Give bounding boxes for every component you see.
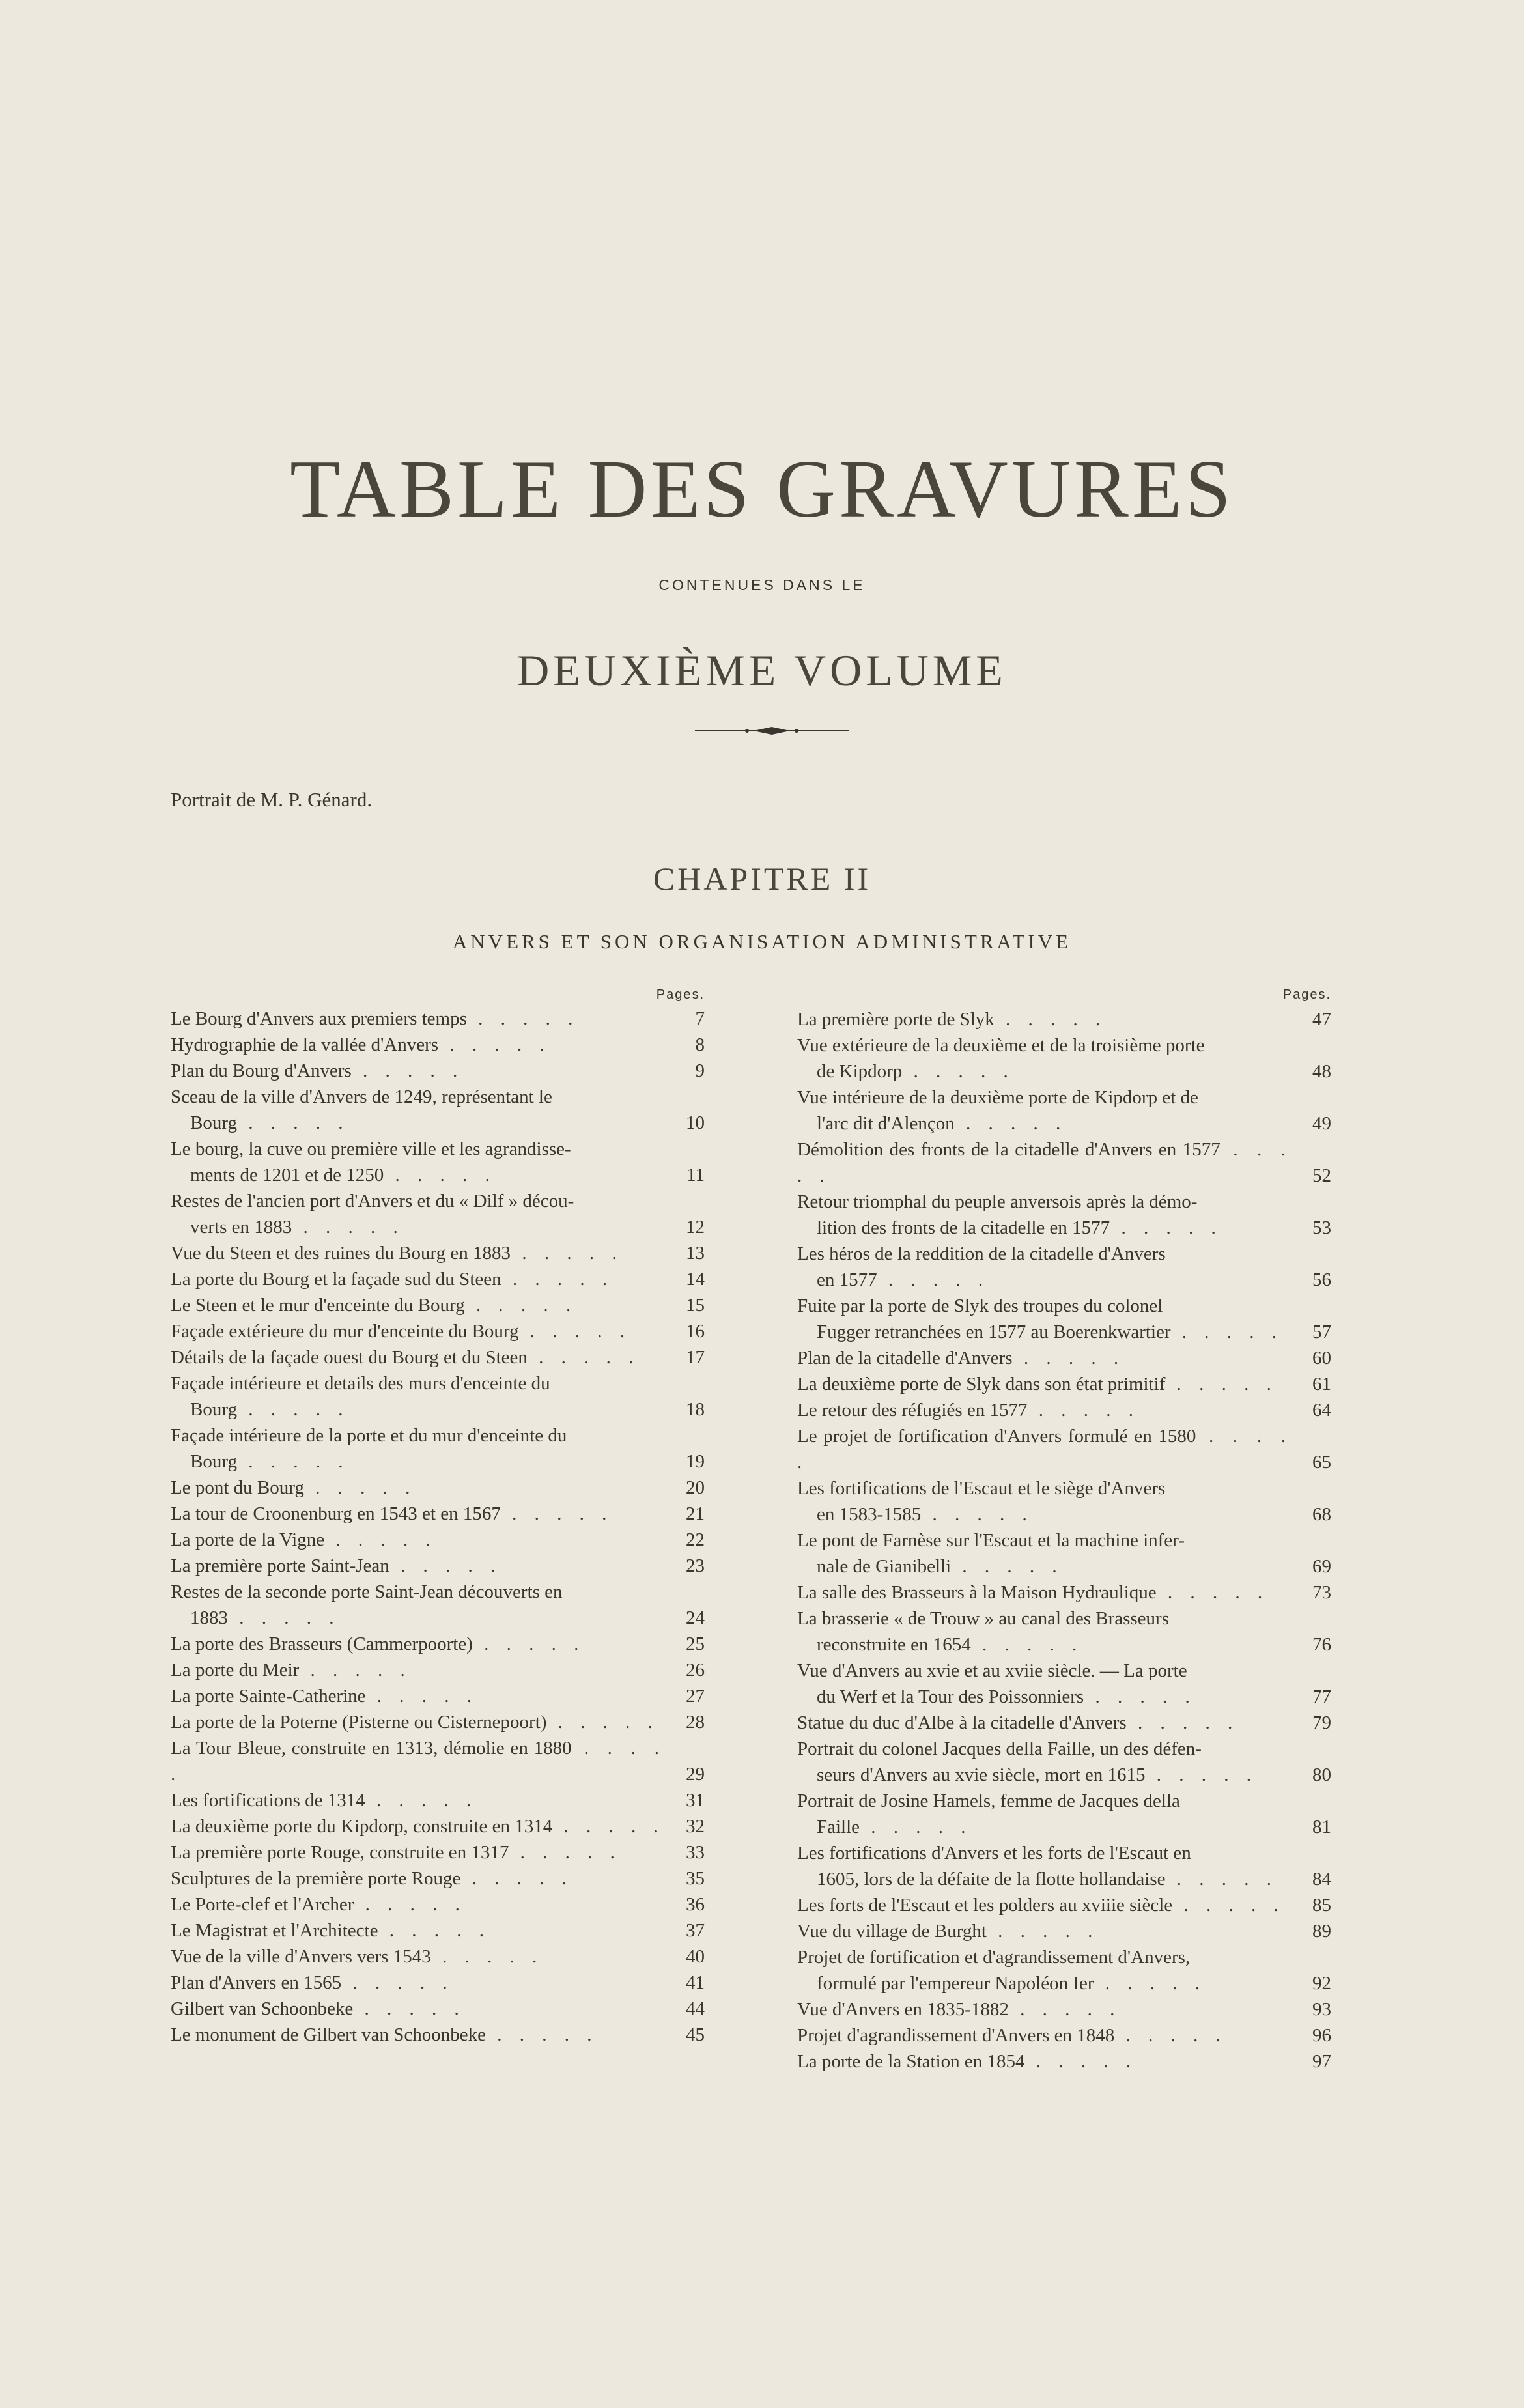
- right-entry: [797, 1944, 1331, 1996]
- entry-page-number: 16: [686, 1321, 705, 1342]
- right-entry: [797, 1606, 1331, 1658]
- right-entry: [797, 1527, 1331, 1579]
- chapter-title: CHAPITRE II: [653, 860, 871, 897]
- entry-title-line: La brasserie « de Trouw » au canal des Brasseurs: [797, 1608, 1169, 1629]
- entry-page-number: 26: [686, 1660, 705, 1680]
- entry-title-line: La salle des Brasseurs à la Maison Hydraulique . . . . .: [797, 1582, 1269, 1603]
- right-entry: [797, 1006, 1331, 1032]
- pages-label-right: Pages.: [1282, 987, 1331, 1002]
- entry-title-line: seurs d'Anvers au xvie siècle, mort en 1615 . . . . .: [817, 1764, 1258, 1785]
- right-entry: [797, 1892, 1331, 1918]
- entry-title-line: Vue extérieure de la deuxième et de la troisième porte: [797, 1035, 1205, 1056]
- left-entry-list: [171, 1006, 705, 2048]
- entry-title-line: Sceau de la ville d'Anvers de 1249, représentant le: [171, 1086, 552, 1107]
- entry-title-line: Le Porte-clef et l'Archer . . . . .: [171, 1894, 466, 1915]
- entry-title-line: La porte de la Station en 1854 . . . . .: [797, 2051, 1138, 2072]
- left-entry: [171, 1787, 705, 1813]
- entry-title-line: Les fortifications de l'Escaut et le siège d'Anvers: [797, 1478, 1166, 1499]
- entry-page-number: 37: [686, 1920, 705, 1941]
- entry-title-line: Projet de fortification et d'agrandissement d'Anvers,: [797, 1947, 1191, 1968]
- entry-title-line: Vue du village de Burght . . . . .: [797, 1921, 1099, 1942]
- entry-title-line: La porte du Bourg et la façade sud du Steen . . . . .: [171, 1269, 614, 1290]
- entry-page-number: 53: [1312, 1217, 1331, 1238]
- entry-title-line: Plan d'Anvers en 1565 . . . . .: [171, 1972, 454, 1993]
- entry-page-number: 49: [1312, 1113, 1331, 1134]
- right-entry: [797, 1788, 1331, 1840]
- entry-page-number: 64: [1312, 1400, 1331, 1421]
- left-entry: [171, 1891, 705, 1918]
- left-column: [171, 984, 705, 2048]
- left-entry: [171, 1839, 705, 1865]
- right-entry: [797, 1293, 1331, 1345]
- portrait-caption: Portrait de M. P. Génard.: [171, 788, 373, 811]
- entry-title-line: Façade intérieure de la porte et du mur d'enceinte du: [171, 1425, 567, 1446]
- left-entry: [171, 1292, 705, 1318]
- entry-title-line: La porte de la Poterne (Pisterne ou Cisternepoort) . . . . .: [171, 1712, 659, 1733]
- entry-title-line: Vue d'Anvers en 1835-1882 . . . . .: [797, 1999, 1122, 2020]
- left-entry: [171, 1631, 705, 1657]
- right-entry: [797, 1137, 1331, 1189]
- entry-title-line: Façade extérieure du mur d'enceinte du Bourg . . . . .: [171, 1321, 632, 1342]
- left-entry: [171, 1084, 705, 1136]
- entry-page-number: 18: [686, 1399, 705, 1420]
- entry-title-line: Restes de l'ancien port d'Anvers et du « Dilf » décou-: [171, 1191, 574, 1211]
- entry-title-line: Le retour des réfugiés en 1577 . . . . .: [797, 1400, 1140, 1421]
- left-entry: [171, 1944, 705, 1970]
- subtitle: CONTENUES DANS LE: [658, 576, 866, 593]
- entry-title-line: du Werf et la Tour des Poissonniers . . . . .: [817, 1686, 1196, 1707]
- left-entry: [171, 1370, 705, 1423]
- left-entry: [171, 1918, 705, 1944]
- entry-title-line: reconstruite en 1654 . . . . .: [817, 1634, 1084, 1655]
- page-title: TABLE DES GRAVURES: [290, 444, 1234, 535]
- right-entry: [797, 1084, 1331, 1137]
- entry-page-number: 79: [1312, 1712, 1331, 1733]
- entry-page-number: 22: [686, 1529, 705, 1550]
- entry-page-number: 52: [1312, 1165, 1331, 1186]
- entry-title-line: La porte du Meir . . . . .: [171, 1660, 412, 1680]
- left-entry: [171, 1501, 705, 1527]
- entry-title-line: La première porte de Slyk . . . . .: [797, 1009, 1107, 1030]
- right-entry: [797, 1840, 1331, 1892]
- left-entry: [171, 1527, 705, 1553]
- entry-title-line: Restes de la seconde porte Saint-Jean découverts en: [171, 1581, 563, 1602]
- entry-page-number: 41: [686, 1972, 705, 1993]
- entry-page-number: 48: [1312, 1061, 1331, 1082]
- entry-title-line: en 1583-1585 . . . . .: [817, 1504, 1034, 1525]
- entry-title-line: l'arc dit d'Alençon . . . . .: [817, 1113, 1067, 1134]
- section-title: ANVERS ET SON ORGANISATION ADMINISTRATIVE: [452, 930, 1072, 953]
- entry-title-line: Le monument de Gilbert van Schoonbeke . . . . .: [171, 2024, 599, 2045]
- entry-title-line: Vue intérieure de la deuxième porte de Kipdorp et de: [797, 1087, 1198, 1108]
- right-entry: [797, 1032, 1331, 1084]
- entry-title-line: La tour de Croonenburg en 1543 et en 1567 . . . . .: [171, 1503, 614, 1524]
- entry-title-line: Plan de la citadelle d'Anvers . . . . .: [797, 1348, 1125, 1368]
- right-entry: [797, 1423, 1331, 1475]
- entry-title-line: Le Magistrat et l'Architecte . . . . .: [171, 1920, 490, 1941]
- entry-title-line: Gilbert van Schoonbeke . . . . .: [171, 1998, 466, 2019]
- ornament-divider: [694, 723, 850, 739]
- left-entry: [171, 1318, 705, 1344]
- entry-page-number: 92: [1312, 1973, 1331, 1994]
- entry-page-number: 81: [1312, 1817, 1331, 1837]
- entry-title-line: Le bourg, la cuve ou première ville et les agrandisse-: [171, 1139, 571, 1159]
- entry-title-line: Les fortifications de 1314 . . . . .: [171, 1790, 478, 1811]
- entry-page-number: 96: [1312, 2025, 1331, 2046]
- entry-title-line: de Kipdorp . . . . .: [817, 1061, 1015, 1082]
- entry-title-line: La porte des Brasseurs (Cammerpoorte) . . . . .: [171, 1634, 586, 1654]
- left-entry: [171, 1996, 705, 2022]
- right-entry: [797, 1658, 1331, 1710]
- entry-title-line: Vue de la ville d'Anvers vers 1543 . . . . .: [171, 1946, 544, 1967]
- entry-title-line: en 1577 . . . . .: [817, 1269, 990, 1290]
- entry-page-number: 85: [1312, 1895, 1331, 1916]
- right-entry: [797, 1345, 1331, 1371]
- entry-page-number: 31: [686, 1790, 705, 1811]
- entry-title-line: Sculptures de la première porte Rouge . . . . .: [171, 1868, 573, 1889]
- left-entry: [171, 1058, 705, 1084]
- right-entry: [797, 2022, 1331, 2048]
- entry-page-number: 47: [1312, 1009, 1331, 1030]
- entry-page-number: 97: [1312, 2051, 1331, 2072]
- entry-title-line: Démolition des fronts de la citadelle d'Anvers en 1577 . . . . .: [797, 1139, 1292, 1186]
- entry-page-number: 19: [686, 1451, 705, 1472]
- entry-title-line: Les héros de la reddition de la citadelle d'Anvers: [797, 1243, 1166, 1264]
- entry-title-line: La deuxième porte du Kipdorp, construite en 1314 . . . . .: [171, 1816, 665, 1837]
- entry-title-line: Portrait du colonel Jacques della Faille, un des défen-: [797, 1738, 1202, 1759]
- right-entry: [797, 1397, 1331, 1423]
- right-entry: [797, 1736, 1331, 1788]
- entry-title-line: Portrait de Josine Hamels, femme de Jacques della: [797, 1791, 1180, 1811]
- entry-page-number: 20: [686, 1477, 705, 1498]
- left-entry: [171, 1266, 705, 1292]
- entry-title-line: Vue du Steen et des ruines du Bourg en 1883 . . . . .: [171, 1243, 623, 1264]
- entry-title-line: Fuite par la porte de Slyk des troupes du colonel: [797, 1296, 1163, 1316]
- entry-page-number: 57: [1312, 1322, 1331, 1342]
- entry-title-line: Les fortifications d'Anvers et les forts de l'Escaut en: [797, 1843, 1191, 1863]
- entry-title-line: verts en 1883 . . . . .: [190, 1217, 404, 1238]
- entry-title-line: Faille . . . . .: [817, 1817, 972, 1837]
- entry-title-line: La porte de la Vigne . . . . .: [171, 1529, 437, 1550]
- left-entry: [171, 1553, 705, 1579]
- entry-page-number: 56: [1312, 1269, 1331, 1290]
- entry-title-line: Détails de la façade ouest du Bourg et du Steen . . . . .: [171, 1347, 640, 1368]
- entry-page-number: 68: [1312, 1504, 1331, 1525]
- left-entry: [171, 1735, 705, 1787]
- entry-title-line: Hydrographie de la vallée d'Anvers . . . . .: [171, 1034, 551, 1055]
- right-entry: [797, 1371, 1331, 1397]
- entry-page-number: 40: [686, 1946, 705, 1967]
- right-entry: [797, 1996, 1331, 2022]
- entry-page-number: 93: [1312, 1999, 1331, 2020]
- entry-page-number: 11: [686, 1165, 705, 1185]
- entry-title-line: Les forts de l'Escaut et les polders au xviiie siècle . . . . .: [797, 1895, 1285, 1916]
- left-entry: [171, 1240, 705, 1266]
- entry-title-line: formulé par l'empereur Napoléon Ier . . . . .: [817, 1973, 1207, 1994]
- left-entry: [171, 1032, 705, 1058]
- entry-page-number: 21: [686, 1503, 705, 1524]
- left-entry: [171, 2022, 705, 2048]
- entry-page-number: 80: [1312, 1764, 1331, 1785]
- entry-page-number: 25: [686, 1634, 705, 1654]
- entry-page-number: 60: [1312, 1348, 1331, 1368]
- entry-page-number: 8: [695, 1034, 705, 1055]
- entry-title-line: Le Steen et le mur d'enceinte du Bourg . . . . .: [171, 1295, 578, 1316]
- entry-title-line: La deuxième porte de Slyk dans son état primitif . . . . .: [797, 1374, 1278, 1395]
- left-entry: [171, 1136, 705, 1188]
- entry-page-number: 28: [686, 1712, 705, 1733]
- entry-title-line: La première porte Saint-Jean . . . . .: [171, 1555, 502, 1576]
- left-entry: [171, 1344, 705, 1370]
- entry-title-line: Retour triomphal du peuple anversois après la démo-: [797, 1191, 1198, 1212]
- left-entry: [171, 1970, 705, 1996]
- pages-label-left: Pages.: [656, 987, 705, 1002]
- left-entry: [171, 1475, 705, 1501]
- left-entry: [171, 1579, 705, 1631]
- entry-page-number: 76: [1312, 1634, 1331, 1655]
- entry-page-number: 32: [686, 1816, 705, 1837]
- right-entry: [797, 2048, 1331, 2075]
- entry-page-number: 65: [1312, 1452, 1331, 1473]
- entry-page-number: 29: [686, 1764, 705, 1785]
- entry-page-number: 12: [686, 1217, 705, 1238]
- entry-title-line: Bourg . . . . .: [190, 1112, 350, 1133]
- entry-title-line: Le pont de Farnèse sur l'Escaut et la machine infer-: [797, 1530, 1185, 1551]
- left-entry: [171, 1709, 705, 1735]
- right-column: [797, 984, 1331, 2075]
- right-entry: [797, 1189, 1331, 1241]
- entry-page-number: 27: [686, 1686, 705, 1707]
- entry-page-number: 44: [686, 1998, 705, 2019]
- entry-page-number: 13: [686, 1243, 705, 1264]
- entry-title-line: Fugger retranchées en 1577 au Boerenkwartier . . . . .: [817, 1322, 1284, 1342]
- entry-page-number: 9: [695, 1060, 705, 1081]
- entry-page-number: 35: [686, 1868, 705, 1889]
- entry-title-line: Le Bourg d'Anvers aux premiers temps . . . . .: [171, 1008, 580, 1029]
- entry-page-number: 10: [686, 1112, 705, 1133]
- entry-page-number: 33: [686, 1842, 705, 1863]
- left-entry: [171, 1006, 705, 1032]
- left-entry: [171, 1683, 705, 1709]
- right-entry: [797, 1918, 1331, 1944]
- entry-page-number: 73: [1312, 1582, 1331, 1603]
- entry-page-number: 77: [1312, 1686, 1331, 1707]
- left-entry: [171, 1423, 705, 1475]
- left-entry: [171, 1657, 705, 1683]
- entry-title-line: Vue d'Anvers au xvie et au xviie siècle. — La porte: [797, 1660, 1187, 1681]
- entry-title-line: La première porte Rouge, construite en 1317 . . . . .: [171, 1842, 621, 1863]
- volume-title: DEUXIÈME VOLUME: [517, 645, 1007, 695]
- right-entry: [797, 1579, 1331, 1606]
- entry-page-number: 24: [686, 1608, 705, 1628]
- entry-title-line: Plan du Bourg d'Anvers . . . . .: [171, 1060, 464, 1081]
- entry-page-number: 61: [1312, 1374, 1331, 1395]
- right-entry: [797, 1710, 1331, 1736]
- entry-page-number: 14: [686, 1269, 705, 1290]
- entry-title-line: Bourg . . . . .: [190, 1451, 350, 1472]
- right-entry-list: [797, 1006, 1331, 2075]
- entry-title-line: lition des fronts de la citadelle en 1577 . . . . .: [817, 1217, 1222, 1238]
- entry-title-line: La Tour Bleue, construite en 1313, démolie en 1880 . . . . .: [171, 1738, 666, 1785]
- entry-title-line: 1605, lors de la défaite de la flotte hollandaise . . . . .: [817, 1869, 1278, 1890]
- entry-page-number: 89: [1312, 1921, 1331, 1942]
- entry-page-number: 23: [686, 1555, 705, 1576]
- right-entry: [797, 1241, 1331, 1293]
- entry-title-line: Le pont du Bourg . . . . .: [171, 1477, 417, 1498]
- entry-page-number: 69: [1312, 1556, 1331, 1577]
- left-entry: [171, 1865, 705, 1891]
- entry-title-line: Façade intérieure et details des murs d'enceinte du: [171, 1373, 550, 1394]
- entry-title-line: Projet d'agrandissement d'Anvers en 1848 . . . . .: [797, 2025, 1227, 2046]
- entry-title-line: Statue du duc d'Albe à la citadelle d'Anvers . . . . .: [797, 1712, 1239, 1733]
- entry-title-line: 1883 . . . . .: [190, 1608, 341, 1628]
- entry-page-number: 84: [1312, 1869, 1331, 1890]
- entry-page-number: 36: [686, 1894, 705, 1915]
- entry-title-line: La porte Sainte-Catherine . . . . .: [171, 1686, 479, 1707]
- entry-page-number: 17: [686, 1347, 705, 1368]
- entry-title-line: ments de 1201 et de 1250 . . . . .: [190, 1165, 496, 1185]
- entry-title-line: Bourg . . . . .: [190, 1399, 350, 1420]
- left-entry: [171, 1188, 705, 1240]
- right-entry: [797, 1475, 1331, 1527]
- entry-title-line: nale de Gianibelli . . . . .: [817, 1556, 1064, 1577]
- left-entry: [171, 1813, 705, 1839]
- entry-page-number: 7: [695, 1008, 705, 1029]
- entry-page-number: 45: [686, 2024, 705, 2045]
- entry-title-line: Le projet de fortification d'Anvers formulé en 1580 . . . . .: [797, 1426, 1292, 1473]
- entry-page-number: 15: [686, 1295, 705, 1316]
